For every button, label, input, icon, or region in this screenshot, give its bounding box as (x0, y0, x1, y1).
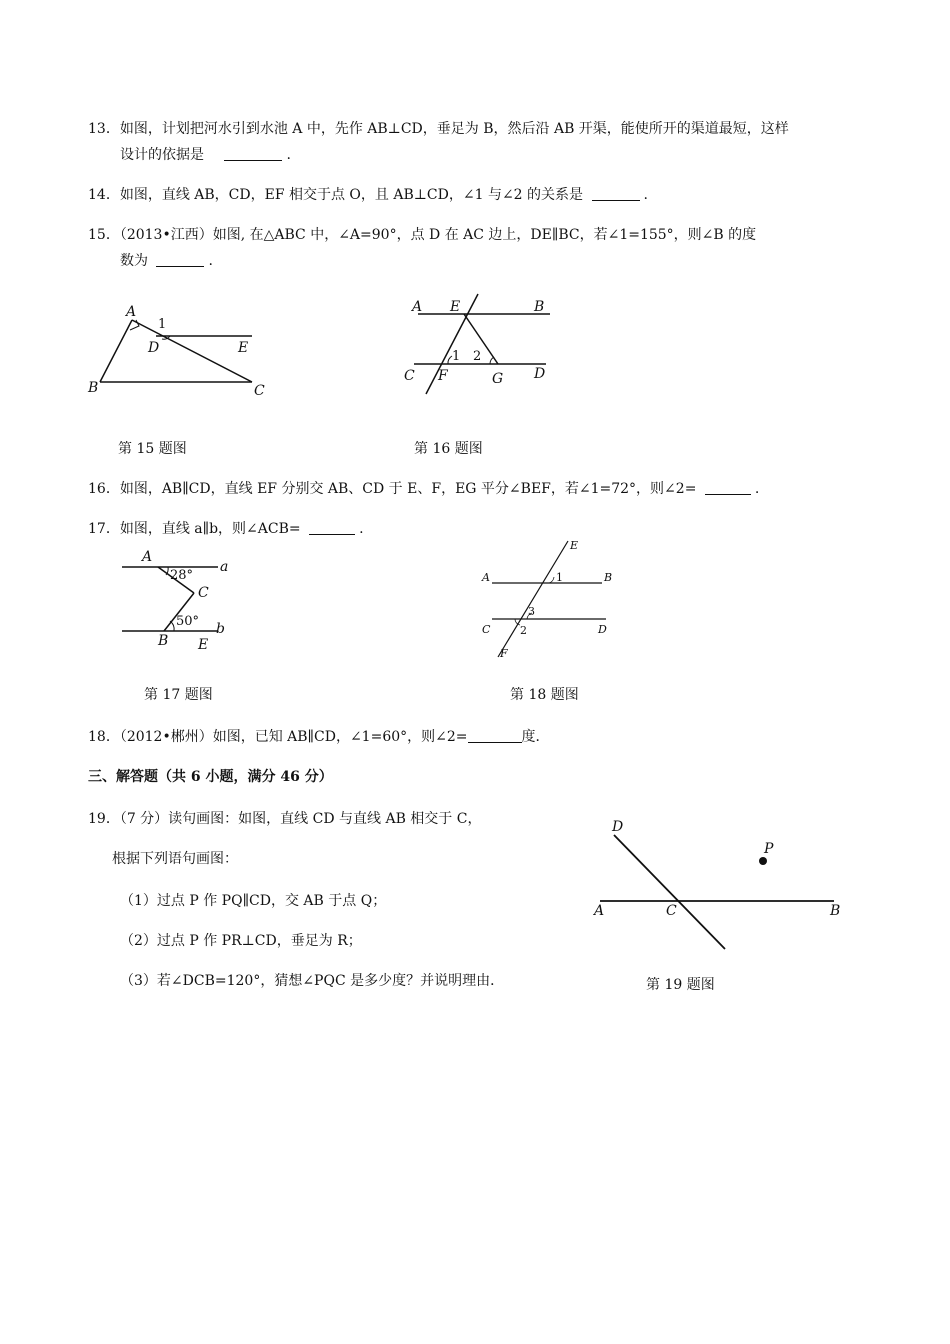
label-D: D (598, 623, 607, 636)
label-A: A (126, 304, 137, 320)
label-angle-50: 50° (176, 614, 200, 629)
question-13-cont: 设计的依据是 . (120, 147, 291, 163)
answer-blank[interactable] (224, 146, 282, 161)
question-17: 17．如图，直线 a∥b，则∠ACB= . (88, 521, 364, 537)
label-D: D (612, 819, 624, 835)
fig16-caption: 第 16 题图 (414, 441, 483, 457)
q13-line2: 设计的依据是 (120, 147, 204, 163)
q15-line2: 数为 (120, 253, 148, 269)
label-A: A (412, 299, 423, 315)
label-B: B (534, 299, 545, 315)
figure-18 (480, 535, 620, 663)
label-B: B (604, 571, 613, 584)
label-angle-28: 28° (170, 568, 194, 583)
label-A: A (142, 549, 153, 565)
q18-suffix: 度． (521, 729, 550, 745)
fig15-caption: 第 15 题图 (118, 441, 187, 457)
answer-blank[interactable] (309, 520, 355, 535)
label-angle-1: 1 (556, 571, 563, 584)
answer-blank[interactable] (705, 480, 751, 495)
q13-line1: 13．如图，计划把河水引到水池 A 中，先作 AB⊥CD，垂足为 B，然后沿 AB 开渠，能使所开的渠道最短，这样 (88, 121, 789, 137)
question-18 (88, 724, 858, 750)
label-b: b (216, 621, 225, 637)
label-E: E (238, 340, 249, 356)
label-D: D (148, 340, 160, 356)
label-angle-2: 2 (473, 349, 482, 364)
label-C: C (666, 903, 677, 919)
label-angle-3: 3 (528, 605, 535, 618)
label-F: F (438, 368, 448, 384)
answer-blank[interactable] (592, 186, 640, 201)
q19-item2: （2）过点 P 作 PR⊥CD，垂足为 R； (120, 933, 362, 949)
fig17-caption: 第 17 题图 (144, 687, 213, 703)
label-C: C (198, 585, 209, 601)
label-F: F (500, 647, 508, 660)
figure-15 (80, 300, 280, 410)
label-G: G (492, 371, 504, 387)
label-C: C (254, 383, 265, 399)
label-B: B (88, 380, 99, 396)
label-angle-2: 2 (520, 624, 527, 637)
figure-17 (118, 545, 248, 655)
label-a: a (220, 559, 229, 575)
label-A: A (482, 571, 490, 584)
label-B: B (158, 633, 169, 649)
question-13 (88, 116, 858, 142)
label-E: E (570, 539, 579, 552)
label-P: P (764, 841, 774, 857)
label-C: C (482, 623, 491, 636)
question-15-cont: 数为 . (120, 253, 213, 269)
label-angle-1: 1 (158, 317, 167, 332)
point-P (759, 857, 767, 865)
label-C: C (404, 368, 415, 384)
q19-line1: 19．（7 分）读句画图：如图，直线 CD 与直线 AB 相交于 C， (88, 811, 482, 827)
label-E: E (450, 299, 461, 315)
q17-text: 17．如图，直线 a∥b，则∠ACB= (88, 521, 301, 537)
answer-blank[interactable] (468, 728, 522, 743)
q19-line2: 根据下列语句画图： (112, 851, 238, 867)
q15-line1: 15．（2013•江西）如图, 在△ABC 中，∠A=90°，点 D 在 AC 边上，DE∥BC，若∠1=155°，则∠B 的度 (88, 227, 757, 243)
fig18-caption: 第 18 题图 (510, 687, 579, 703)
label-A: A (594, 903, 605, 919)
answer-blank[interactable] (156, 252, 204, 267)
question-15 (88, 222, 858, 248)
label-B: B (830, 903, 841, 919)
label-E: E (198, 637, 209, 653)
q19-item1: （1）过点 P 作 PQ∥CD，交 AB 于点 Q； (120, 893, 387, 909)
section-title: 三、解答题（共 6 小题，满分 46 分） (88, 769, 333, 785)
label-angle-1: 1 (452, 349, 461, 364)
q19-item3: （3）若∠DCB=120°，猜想∠PQC 是多少度？并说明理由． (120, 973, 505, 989)
label-D: D (534, 366, 546, 382)
q14-text: 14．如图，直线 AB，CD，EF 相交于点 O，且 AB⊥CD，∠1 与∠2 的关系是 (88, 187, 584, 203)
figure-16 (400, 290, 560, 400)
question-14: 14．如图，直线 AB，CD，EF 相交于点 O，且 AB⊥CD，∠1 与∠2 的关系是 . (88, 187, 648, 203)
fig19-caption: 第 19 题图 (646, 977, 715, 993)
q18-text: 18．（2012•郴州）如图，已知 AB∥CD，∠1=60°，则∠2= (88, 729, 468, 745)
question-16: 16．如图，AB∥CD，直线 EF 分别交 AB、CD 于 E、F，EG 平分∠BEF，若∠1=72°，则∠2= . (88, 481, 760, 497)
q16-text: 16．如图，AB∥CD，直线 EF 分别交 AB、CD 于 E、F，EG 平分∠BEF，若∠1=72°，则∠2= (88, 481, 697, 497)
figure-19 (590, 815, 850, 955)
